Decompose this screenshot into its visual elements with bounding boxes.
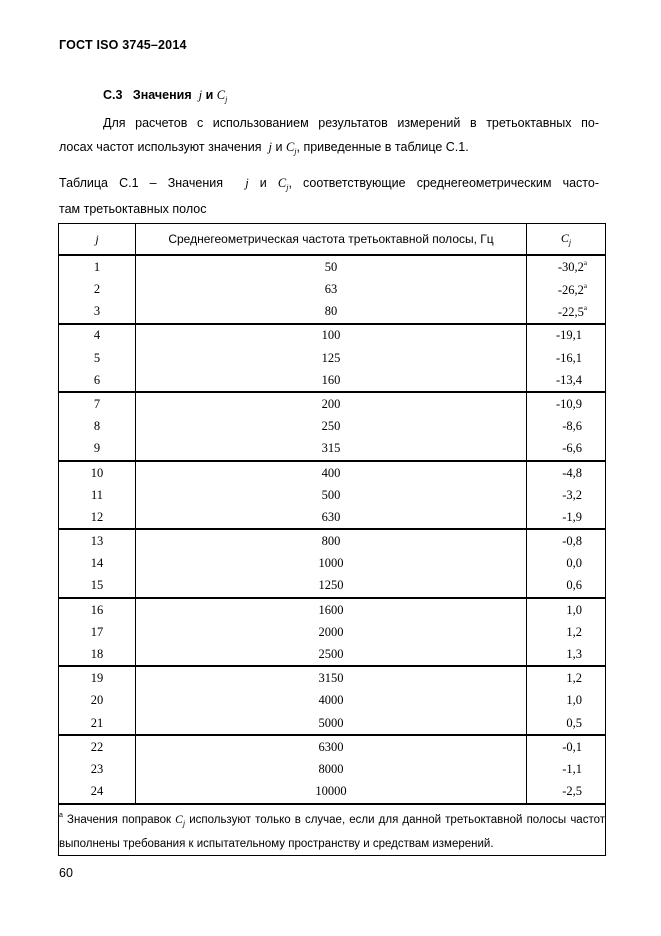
table-row — [59, 575, 606, 598]
cell-cj: -3,2 — [527, 484, 606, 506]
cell-cj: -19,1 — [527, 324, 606, 347]
symbol-c-sub: j — [294, 147, 297, 156]
table-row — [59, 621, 606, 643]
cell-cj: -30,2$^a$ — [527, 255, 606, 278]
cell-j: 8 — [59, 415, 136, 437]
table-footnote-row — [59, 804, 606, 856]
cell-cj: -10,9 — [527, 392, 606, 415]
caption-and: и — [259, 176, 267, 190]
cell-j: 2 — [59, 278, 136, 300]
table-header-row — [59, 224, 606, 256]
table-row — [59, 758, 606, 780]
table-row — [59, 324, 606, 347]
symbol-c-sub: j — [182, 818, 186, 828]
cell-j: 9 — [59, 438, 136, 461]
table-row — [59, 712, 606, 735]
cell-frequency: 8000 — [136, 758, 527, 780]
cell-j: 18 — [59, 643, 136, 666]
cell-j: 13 — [59, 529, 136, 552]
symbol-c: C — [216, 88, 226, 102]
paragraph-line-2-end: , приведенные в таблице С.1. — [296, 140, 469, 154]
symbol-c-sub: j — [225, 95, 228, 104]
footnote-mark: a — [59, 811, 63, 819]
table-row — [59, 690, 606, 712]
cell-cj: 1,2 — [527, 621, 606, 643]
paragraph-line-2-start: лосах частот используют значения — [59, 140, 262, 154]
cell-frequency: 400 — [136, 461, 527, 484]
cell-j: 23 — [59, 758, 136, 780]
cell-frequency: 250 — [136, 415, 527, 437]
values-table — [58, 223, 606, 856]
section-title-word: Значения — [132, 88, 192, 102]
cell-frequency: 50 — [136, 255, 527, 278]
cell-j: 11 — [59, 484, 136, 506]
cell-frequency: 3150 — [136, 666, 527, 689]
table-row — [59, 461, 606, 484]
cell-j: 3 — [59, 300, 136, 323]
footnote-mark: a — [583, 303, 587, 312]
cell-j: 7 — [59, 392, 136, 415]
cell-cj: 1,0 — [527, 690, 606, 712]
cell-j: 16 — [59, 598, 136, 621]
footnote-mark: a — [583, 259, 587, 268]
cell-cj: -6,6 — [527, 438, 606, 461]
table-footnote — [59, 804, 606, 856]
table-row — [59, 735, 606, 758]
cell-cj: 1,3 — [527, 643, 606, 666]
table-row — [59, 506, 606, 529]
cell-j: 4 — [59, 324, 136, 347]
cell-j: 1 — [59, 255, 136, 278]
cell-cj: -1,1 — [527, 758, 606, 780]
cell-j: 17 — [59, 621, 136, 643]
cell-cj: 0,5 — [527, 712, 606, 735]
header-frequency: Среднегеометрическая частота третьоктавной полосы, Гц — [136, 224, 527, 256]
table-row — [59, 438, 606, 461]
cell-cj: 0,0 — [527, 552, 606, 574]
cell-cj: -1,9 — [527, 506, 606, 529]
cell-cj: -26,2$^a$ — [527, 278, 606, 300]
cell-frequency: 125 — [136, 347, 527, 369]
table-row — [59, 392, 606, 415]
table-row — [59, 598, 606, 621]
cell-cj: -2,5 — [527, 780, 606, 803]
cell-j: 14 — [59, 552, 136, 574]
symbol-c-sub: j — [286, 183, 289, 192]
cell-j: 15 — [59, 575, 136, 598]
section-and: и — [205, 88, 214, 102]
cell-frequency: 100 — [136, 324, 527, 347]
cell-frequency: 2500 — [136, 643, 527, 666]
cell-frequency: 63 — [136, 278, 527, 300]
cell-j: 6 — [59, 369, 136, 392]
caption-start: Таблица С.1 – Значения — [59, 176, 223, 190]
table-row — [59, 300, 606, 323]
cell-j: 20 — [59, 690, 136, 712]
paragraph-line-2 — [59, 140, 469, 156]
cell-cj: 1,2 — [527, 666, 606, 689]
cell-frequency: 160 — [136, 369, 527, 392]
page-number: 60 — [59, 866, 73, 880]
header-cj: $C_j$ — [527, 224, 606, 256]
symbol-c: C — [285, 140, 295, 154]
cell-frequency: 315 — [136, 438, 527, 461]
cell-frequency: 6300 — [136, 735, 527, 758]
section-heading — [103, 88, 227, 104]
footnote-text-end: используют только в случае, если для данной третьоктавной полосы частот выполнены требования к испытательному пространству и средствам измерений. — [59, 813, 605, 850]
table-row — [59, 643, 606, 666]
header-j: j — [59, 224, 136, 256]
cell-cj: 0,6 — [527, 575, 606, 598]
cell-j: 24 — [59, 780, 136, 803]
cell-cj: -0,8 — [527, 529, 606, 552]
cell-cj: 1,0 — [527, 598, 606, 621]
cell-cj: -0,1 — [527, 735, 606, 758]
table-row — [59, 484, 606, 506]
cell-cj: -4,8 — [527, 461, 606, 484]
cell-j: 12 — [59, 506, 136, 529]
table-caption-line-1 — [59, 176, 599, 192]
paragraph-line-1: Для расчетов с использованием результатов измерений в третьоктавных по- — [103, 116, 599, 130]
cell-frequency: 5000 — [136, 712, 527, 735]
cell-frequency: 1000 — [136, 552, 527, 574]
paragraph-and: и — [275, 140, 283, 154]
cell-frequency: 630 — [136, 506, 527, 529]
cell-frequency: 10000 — [136, 780, 527, 803]
cell-j: 22 — [59, 735, 136, 758]
section-number: С.3 — [103, 88, 123, 102]
cell-cj: -8,6 — [527, 415, 606, 437]
cell-cj: -13,4 — [527, 369, 606, 392]
table-row — [59, 278, 606, 300]
table-row — [59, 529, 606, 552]
caption-end: , соответствующие среднегеометрическим часто- — [288, 176, 599, 190]
document-header: ГОСТ ISO 3745–2014 — [59, 38, 187, 52]
cell-frequency: 800 — [136, 529, 527, 552]
cell-cj: -22,5$^a$ — [527, 300, 606, 323]
cell-j: 5 — [59, 347, 136, 369]
cell-frequency: 200 — [136, 392, 527, 415]
symbol-j: j — [198, 88, 203, 102]
symbol-c: C — [175, 813, 183, 826]
table-row — [59, 552, 606, 574]
cell-frequency: 4000 — [136, 690, 527, 712]
cell-j: 21 — [59, 712, 136, 735]
cell-cj: -16,1 — [527, 347, 606, 369]
symbol-j: j — [268, 140, 272, 154]
cell-frequency: 80 — [136, 300, 527, 323]
table-row — [59, 369, 606, 392]
cell-frequency: 2000 — [136, 621, 527, 643]
symbol-j: j — [245, 176, 249, 190]
table-caption-line-2: там третьоктавных полос — [59, 202, 207, 216]
cell-frequency: 1250 — [136, 575, 527, 598]
cell-frequency: 1600 — [136, 598, 527, 621]
footnote-text-start: Значения поправок — [67, 813, 172, 826]
footnote-mark: a — [583, 281, 587, 290]
cell-j: 19 — [59, 666, 136, 689]
cell-j: 10 — [59, 461, 136, 484]
table-row — [59, 780, 606, 803]
table-row — [59, 415, 606, 437]
table-body — [59, 255, 606, 804]
table-row — [59, 255, 606, 278]
cell-frequency: 500 — [136, 484, 527, 506]
table-row — [59, 666, 606, 689]
symbol-c: C — [277, 176, 287, 190]
table-row — [59, 347, 606, 369]
